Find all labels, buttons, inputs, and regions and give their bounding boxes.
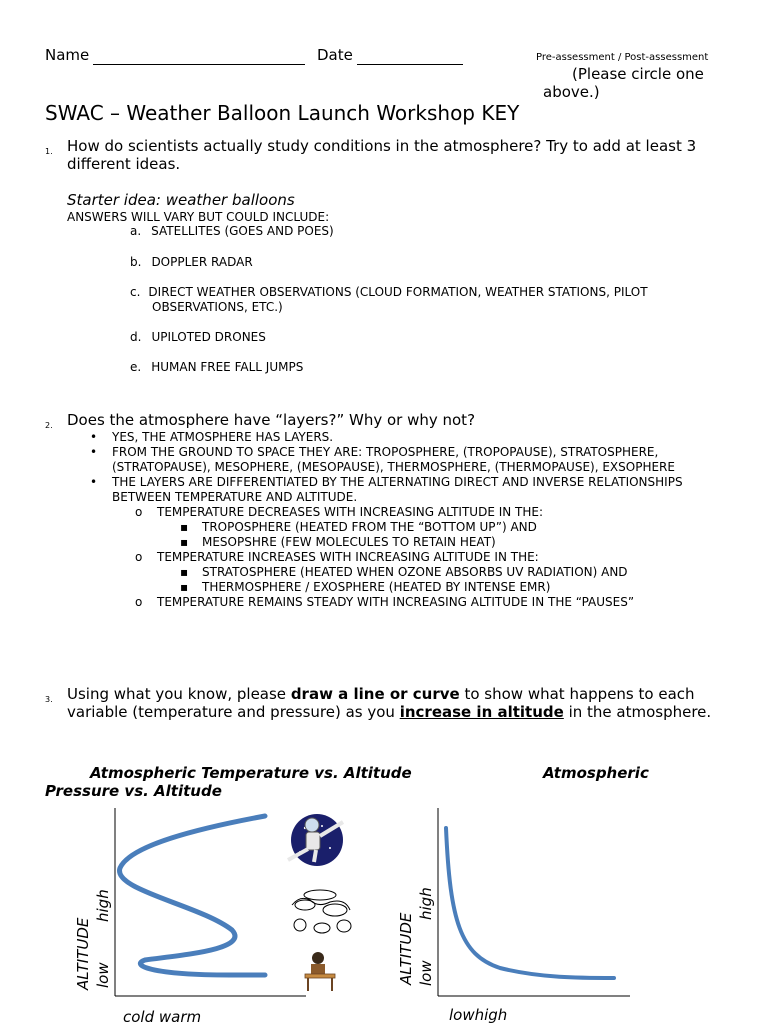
name-label: Name — [45, 46, 90, 64]
q2-question: Does the atmosphere have “layers?” Why or why not? — [67, 411, 476, 429]
circle-note-line2: above.) — [543, 83, 600, 101]
temperature-y-high: high — [94, 889, 112, 922]
molecules-doodle-icon — [292, 890, 351, 933]
date-label: Date — [317, 46, 353, 64]
astronaut-icon — [288, 814, 343, 866]
q2-sub-2b: ▪ THERMOSPHERE / EXOSPHERE (HEATED BY INTENSE EMR) — [180, 580, 551, 594]
q1-answer-c: c. DIRECT WEATHER OBSERVATIONS (CLOUD FORMATION, WEATHER STATIONS, PILOT OBSERVATIONS, ETC.) — [130, 285, 648, 314]
pressure-chart-title-part2: Pressure vs. Altitude — [45, 782, 222, 800]
q2-number: 2. — [45, 421, 53, 430]
temperature-y-low: low — [94, 962, 112, 988]
pressure-curve — [446, 828, 614, 978]
temperature-chart-title: Atmospheric Temperature vs. Altitude — [90, 764, 412, 782]
q2-bullet-1: • YES, THE ATMOSPHERE HAS LAYERS. — [90, 430, 334, 444]
temperature-y-axis-label: ALTITUDE — [74, 917, 92, 990]
q3-question: Using what you know, please draw a line or curve to show what happens to each variable (temperature and pressure) as you increase in altitude in the atmosphere. — [67, 685, 712, 721]
temperature-curve — [119, 816, 265, 975]
q2-sub-1: o TEMPERATURE DECREASES WITH INCREASING ALTITUDE IN THE: — [135, 505, 544, 519]
page-title: SWAC – Weather Balloon Launch Workshop KEY — [45, 101, 520, 125]
q2-sub-1a: ▪ TROPOSPHERE (HEATED FROM THE “BOTTOM UP”) AND — [180, 520, 537, 534]
q2-sub-1b: ▪ MESOPSHRE (FEW MOLECULES TO RETAIN HEAT) — [180, 535, 496, 549]
assessment-options[interactable]: Pre-assessment / Post-assessment — [536, 52, 709, 63]
q2-bullet-2: • FROM THE GROUND TO SPACE THEY ARE: TROPOSPHERE, (TROPOPAUSE), STRATOSPHERE, (STRATOPAUSE), MESOPHERE, (MESOPAUSE), THERMOSPHERE, (THERMOPAUSE), EXSOPHERE — [90, 445, 675, 474]
q1-answer-d: d. UPILOTED DRONES — [130, 330, 266, 344]
pressure-y-low: low — [417, 960, 435, 986]
q1-question: How do scientists actually study conditions in the atmosphere? Try to add at least 3 different ideas. — [67, 137, 697, 173]
temperature-x-axis-label: cold warm — [123, 1008, 202, 1026]
circle-note-line1: (Please circle one — [572, 65, 704, 83]
q2-sub-2a: ▪ STRATOSPHERE (HEATED WHEN OZONE ABSORBS UV RADIATION) AND — [180, 565, 628, 579]
q1-number: 1. — [45, 147, 53, 156]
pressure-y-high: high — [417, 887, 435, 920]
q1-answer-e: e. HUMAN FREE FALL JUMPS — [130, 360, 304, 374]
q3-number: 3. — [45, 695, 53, 704]
q2-sub-2: o TEMPERATURE INCREASES WITH INCREASING ALTITUDE IN THE: — [135, 550, 539, 564]
q1-answer-a: a. SATELLITES (GOES AND POES) — [130, 224, 334, 238]
q1-starter-idea: Starter idea: weather balloons — [67, 191, 295, 209]
pressure-y-axis-label: ALTITUDE — [397, 912, 415, 985]
person-at-desk-icon — [305, 952, 335, 991]
q2-sub-3: o TEMPERATURE REMAINS STEADY WITH INCREASING ALTITUDE IN THE “PAUSES” — [135, 595, 635, 609]
q2-bullet-3: • THE LAYERS ARE DIFFERENTIATED BY THE ALTERNATING DIRECT AND INVERSE RELATIONSHIPS BETWEEN TEMPERATURE AND ALTITUDE. — [90, 475, 683, 504]
q1-answers-vary: ANSWERS WILL VARY BUT COULD INCLUDE: — [67, 210, 330, 224]
pressure-x-axis-label: lowhigh — [449, 1006, 508, 1024]
pressure-chart-title-part1: Atmospheric — [543, 764, 649, 782]
q1-answer-b: b. DOPPLER RADAR — [130, 255, 253, 269]
